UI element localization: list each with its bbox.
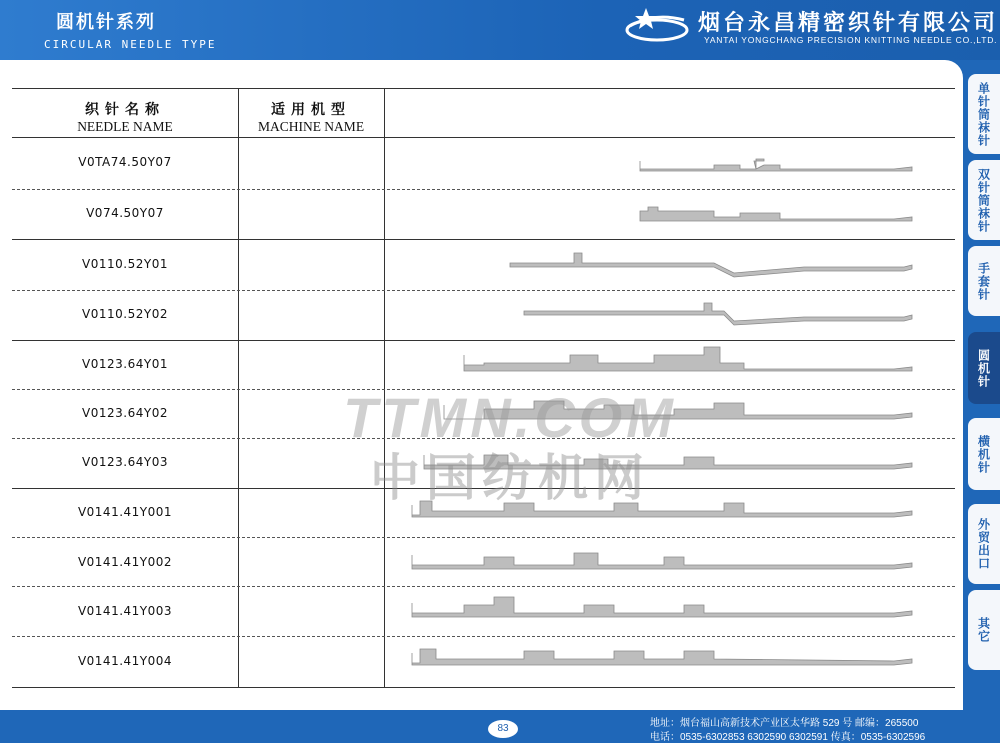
column-header-needle: 织针名称 NEEDLE NAME [77,103,173,134]
needle-image [424,455,912,469]
company-name-en: YANTAI YONGCHANG PRECISION KNITTING NEEDLE CO.,LTD. [704,35,998,45]
needle-name: V0141.41Y004 [77,654,173,668]
needle-image [510,253,912,277]
needle-image [640,207,912,221]
footer-address: 地址：烟台福山高新技术产业区太华路 529 号 邮编：265500 [650,718,919,729]
column-header-machine: 适用机型 MACHINE NAME [257,103,365,134]
tab-double-sock[interactable]: 双针筒袜针 [968,160,1000,240]
needle-name: V0141.41Y003 [77,604,173,618]
needle-name: V0141.41Y002 [77,555,173,569]
needle-name: V0123.64Y01 [82,357,168,371]
needle-image [412,649,912,665]
watermark: TTMN.COM 中国纺机网 [343,386,677,506]
needle-image [444,401,912,419]
needle-name: V0TA74.50Y07 [78,155,172,169]
tab-single-sock[interactable]: 单针筒袜针 [968,74,1000,154]
page-number: 83 [488,720,518,738]
section-title: 圆机针系列 [56,12,156,32]
needle-image [412,597,912,617]
needle-table [12,88,955,688]
needle-name: V0123.64Y03 [82,455,168,469]
needle-name: V0123.64Y02 [82,406,168,420]
needle-image [412,501,912,517]
tab-other[interactable]: 其它 [968,590,1000,670]
needle-name: V0110.52Y01 [82,257,168,271]
company-name: 烟台永昌精密织针有限公司 [698,10,999,35]
needle-name: V0110.52Y02 [82,307,168,321]
footer-phone: 电话：0535-6302853 6302590 6302591 传真：0535-6302596 [650,732,926,743]
needle-name: V074.50Y07 [86,206,164,220]
section-subtitle: CIRCULAR NEEDLE TYPE [44,38,217,51]
needle-name: V0141.41Y001 [77,505,173,519]
needle-image [412,553,912,569]
tab-glove[interactable]: 手套针 [968,246,1000,316]
page-header [0,0,1000,60]
tab-circular[interactable]: 圆机针 [968,332,1000,404]
company-logo-icon [624,6,690,46]
needle-image [464,347,912,371]
needle-image [524,303,912,325]
needle-drawings [384,137,955,687]
tab-flat[interactable]: 横机针 [968,418,1000,490]
needle-image [640,159,912,171]
tab-export[interactable]: 外贸出口 [968,504,1000,584]
column-divider [238,89,239,687]
